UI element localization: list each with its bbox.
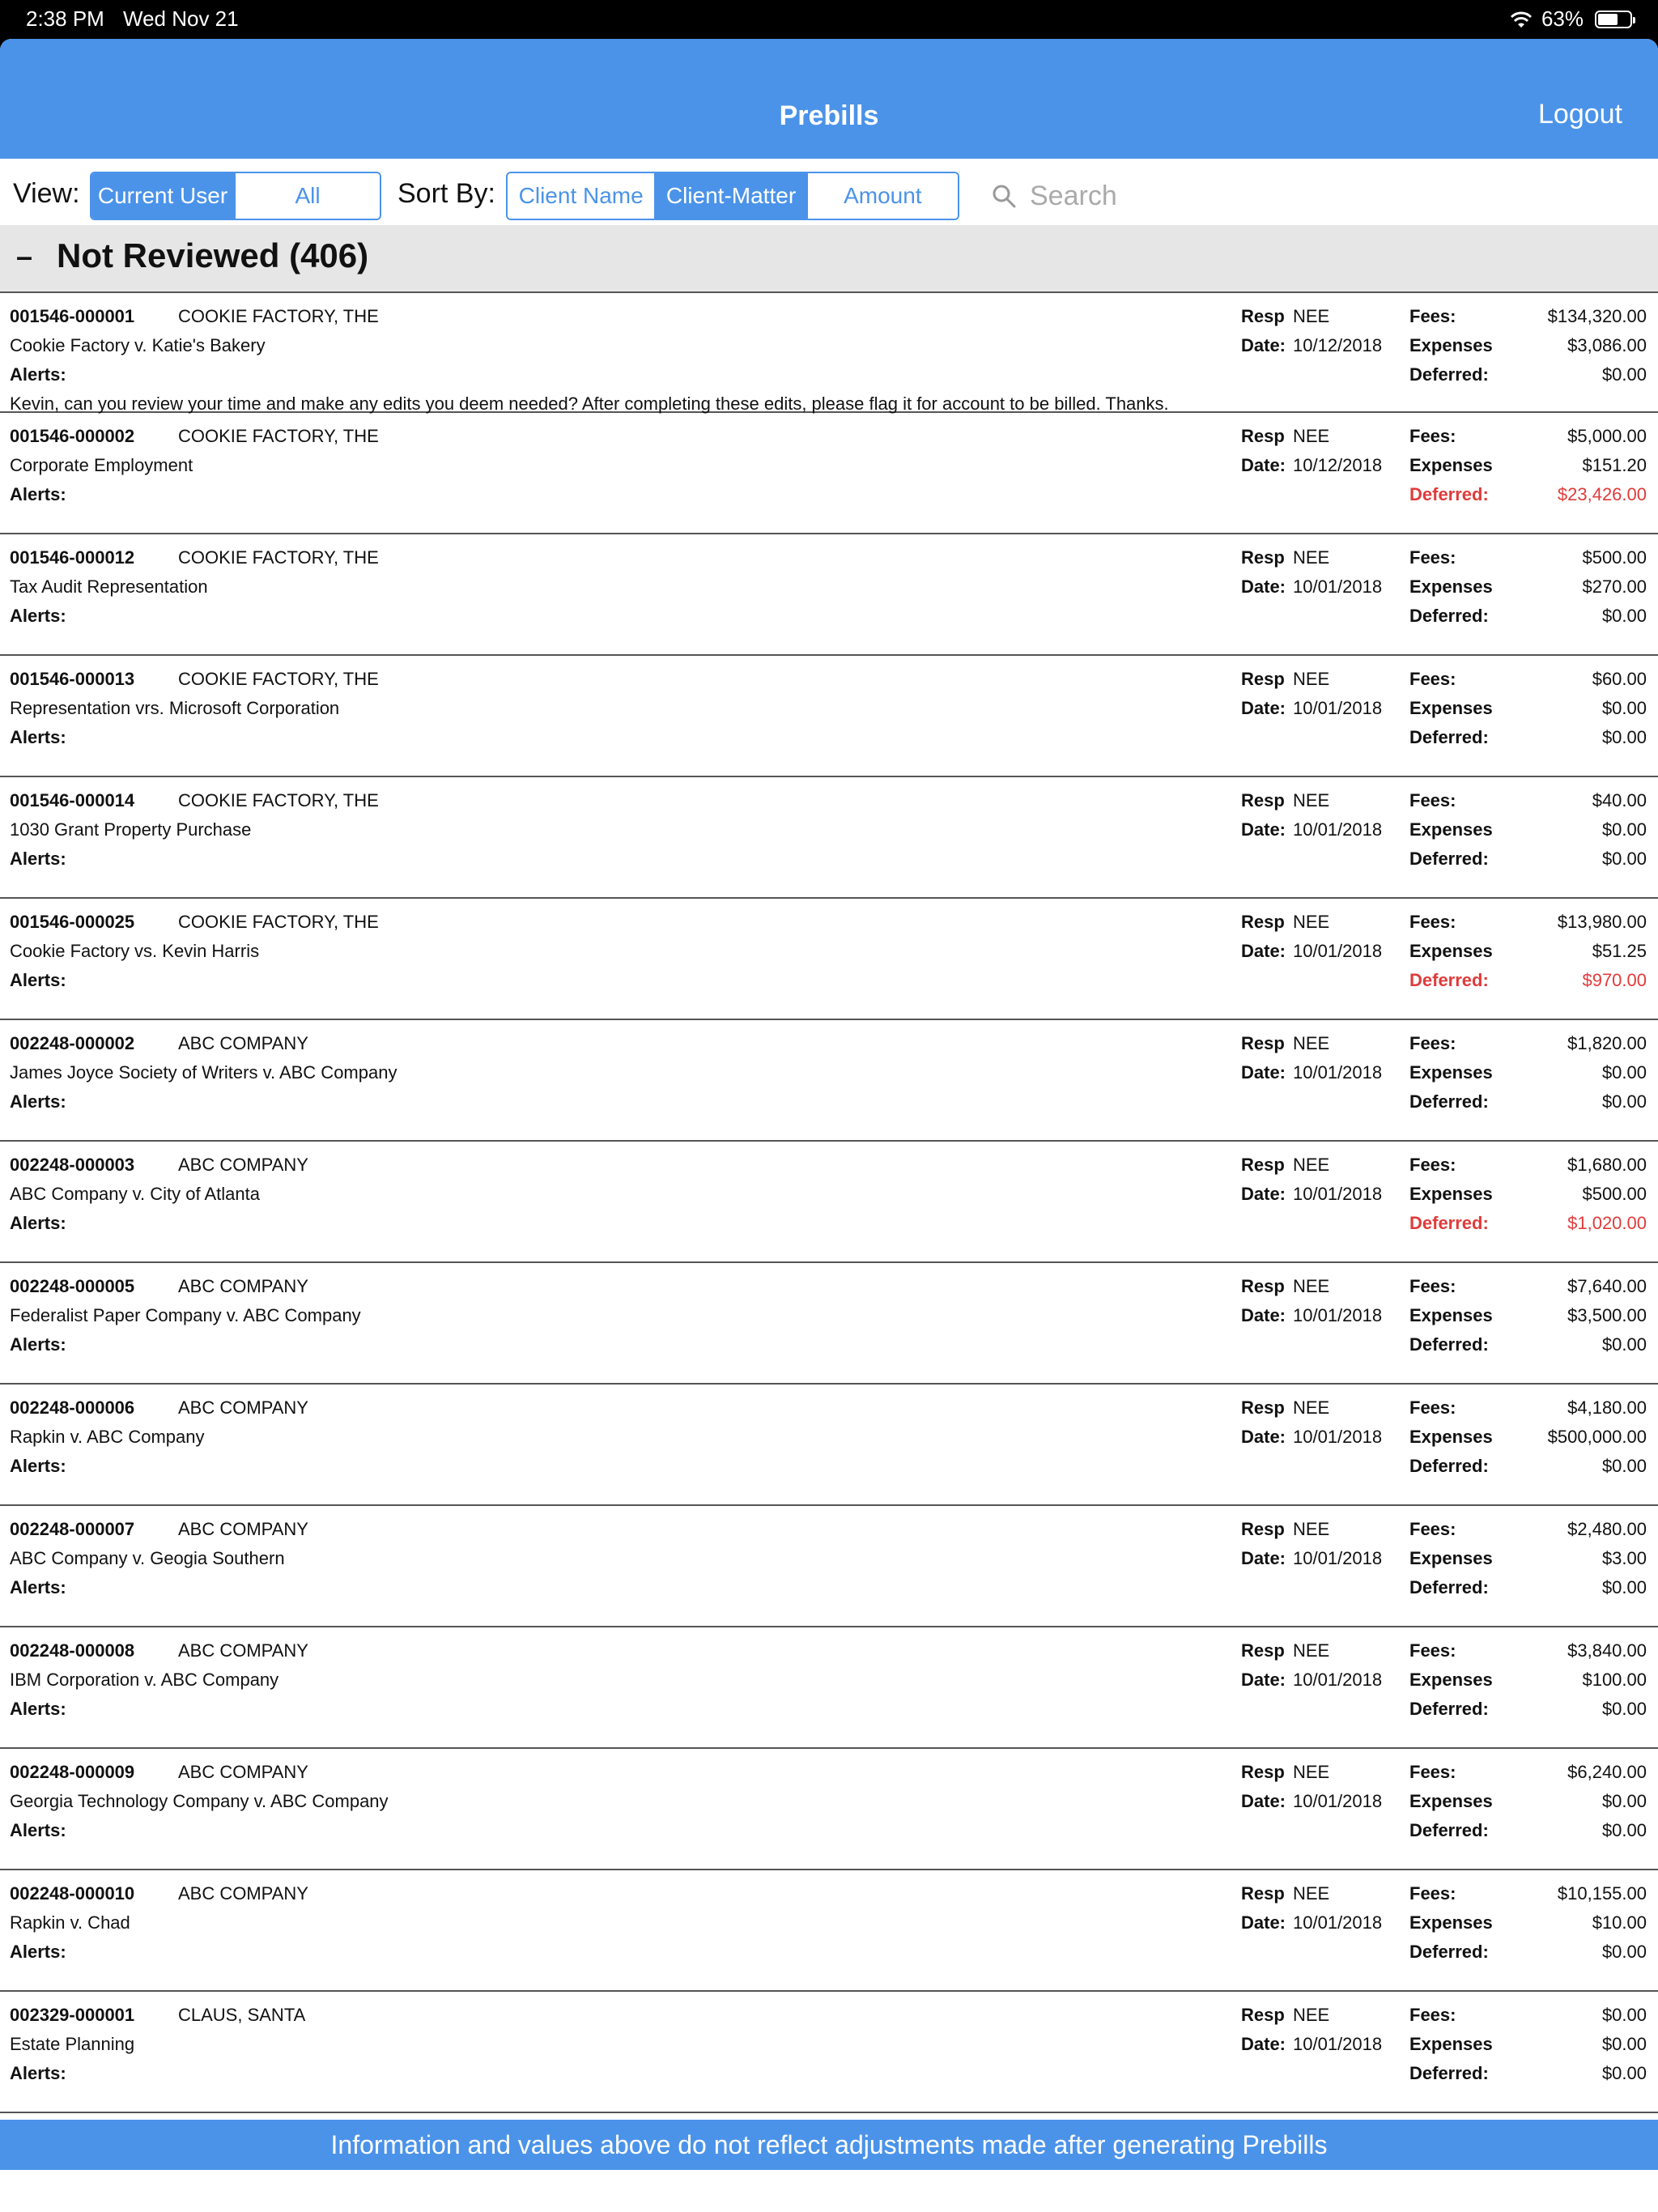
app-window xyxy=(0,39,1658,2212)
deferred-label: Deferred: xyxy=(1409,1334,1489,1355)
date-label: Date: xyxy=(1241,2034,1286,2054)
status-date: Wed Nov 21 xyxy=(123,6,239,31)
matter-number: 002248-000010 xyxy=(10,1883,135,1904)
expenses-value: $0.00 xyxy=(1601,698,1647,718)
search-input[interactable] xyxy=(1030,181,1596,212)
collapse-toggle[interactable]: – xyxy=(16,240,33,273)
date-label: Date: xyxy=(1241,1548,1286,1568)
search-icon xyxy=(991,183,1017,209)
prebill-row[interactable] xyxy=(0,291,1658,413)
deferred-value: $0.00 xyxy=(1601,1577,1647,1597)
date-value: 10/01/2018 xyxy=(1293,698,1383,718)
expenses-value: $3,500.00 xyxy=(1567,1305,1647,1325)
fees-value: $5,000.00 xyxy=(1567,426,1647,446)
resp-value: NEE xyxy=(1293,1397,1330,1418)
prebill-row[interactable] xyxy=(0,656,1658,777)
prebill-row[interactable] xyxy=(0,1870,1658,1992)
nav-bar xyxy=(0,39,1658,159)
resp-value: NEE xyxy=(1293,1519,1330,1539)
date-label: Date: xyxy=(1241,1184,1286,1204)
matter-number: 002248-000006 xyxy=(10,1397,135,1418)
resp-label: Resp xyxy=(1241,912,1285,932)
prebill-row[interactable] xyxy=(0,1020,1658,1142)
prebill-row[interactable] xyxy=(0,1992,1658,2113)
matter-description: Representation vrs. Microsoft Corporation xyxy=(10,698,340,718)
deferred-label: Deferred: xyxy=(1409,970,1489,990)
matter-description: 1030 Grant Property Purchase xyxy=(10,819,252,840)
deferred-value: $0.00 xyxy=(1601,1942,1647,1962)
expenses-label: Expenses xyxy=(1409,2034,1493,2054)
alerts-label: Alerts: xyxy=(10,484,66,504)
fees-label: Fees: xyxy=(1409,1883,1456,1904)
matter-number: 001546-000012 xyxy=(10,547,135,568)
resp-label: Resp xyxy=(1241,1640,1285,1661)
fees-label: Fees: xyxy=(1409,426,1456,446)
expenses-label: Expenses xyxy=(1409,1670,1493,1690)
resp-value: NEE xyxy=(1293,1762,1330,1782)
alerts-label: Alerts: xyxy=(10,1820,66,1840)
view-option-current-user[interactable]: Current User xyxy=(91,173,236,219)
fees-value: $1,680.00 xyxy=(1567,1155,1647,1175)
section-title xyxy=(57,236,368,275)
alerts-label: Alerts: xyxy=(10,727,66,747)
status-bar xyxy=(0,0,1658,39)
deferred-label: Deferred: xyxy=(1409,849,1489,869)
deferred-value: $0.00 xyxy=(1601,364,1647,385)
home-indicator xyxy=(574,2190,1084,2198)
client-name: COOKIE FACTORY, THE xyxy=(178,912,379,932)
resp-label: Resp xyxy=(1241,1519,1285,1539)
deferred-label: Deferred: xyxy=(1409,484,1489,504)
fees-value: $134,320.00 xyxy=(1547,306,1647,326)
date-label: Date: xyxy=(1241,1791,1286,1811)
expenses-label: Expenses xyxy=(1409,1548,1493,1568)
deferred-value: $0.00 xyxy=(1601,1091,1647,1112)
sort-segmented-control xyxy=(506,172,959,220)
expenses-value: $10.00 xyxy=(1592,1912,1647,1933)
expenses-value: $3.00 xyxy=(1601,1548,1647,1568)
deferred-value: $0.00 xyxy=(1601,1699,1647,1719)
date-label: Date: xyxy=(1241,941,1286,961)
expenses-value: $270.00 xyxy=(1582,576,1647,597)
alerts-label: Alerts: xyxy=(10,1091,66,1112)
view-option-all[interactable]: All xyxy=(236,173,380,219)
date-value: 10/01/2018 xyxy=(1293,1062,1383,1083)
matter-number: 002329-000001 xyxy=(10,2005,135,2025)
deferred-value: $0.00 xyxy=(1601,2063,1647,2083)
expenses-value: $0.00 xyxy=(1601,1062,1647,1083)
filter-toolbar xyxy=(0,159,1658,225)
fees-value: $2,480.00 xyxy=(1567,1519,1647,1539)
date-label: Date: xyxy=(1241,1062,1286,1083)
expenses-label: Expenses xyxy=(1409,1912,1493,1933)
expenses-label: Expenses xyxy=(1409,455,1493,475)
deferred-label: Deferred: xyxy=(1409,1456,1489,1476)
client-name: ABC COMPANY xyxy=(178,1883,308,1904)
resp-label: Resp xyxy=(1241,2005,1285,2025)
deferred-value: $0.00 xyxy=(1601,1820,1647,1840)
alerts-label: Alerts: xyxy=(10,1577,66,1597)
prebill-list xyxy=(0,291,1658,2113)
resp-label: Resp xyxy=(1241,1276,1285,1296)
client-name: ABC COMPANY xyxy=(178,1155,308,1175)
deferred-label: Deferred: xyxy=(1409,2063,1489,2083)
alerts-label: Alerts: xyxy=(10,364,66,385)
matter-description: Tax Audit Representation xyxy=(10,576,208,597)
client-name: COOKIE FACTORY, THE xyxy=(178,306,379,326)
fees-label: Fees: xyxy=(1409,2005,1456,2025)
fees-label: Fees: xyxy=(1409,306,1456,326)
expenses-value: $500,000.00 xyxy=(1547,1427,1647,1447)
fees-label: Fees: xyxy=(1409,1155,1456,1175)
prebill-row[interactable] xyxy=(0,1142,1658,1263)
fees-label: Fees: xyxy=(1409,912,1456,932)
date-value: 10/01/2018 xyxy=(1293,1427,1383,1447)
matter-number: 001546-000025 xyxy=(10,912,135,932)
prebill-row[interactable] xyxy=(0,777,1658,899)
resp-label: Resp xyxy=(1241,1762,1285,1782)
alerts-label: Alerts: xyxy=(10,849,66,869)
deferred-label: Deferred: xyxy=(1409,1091,1489,1112)
deferred-value: $23,426.00 xyxy=(1557,484,1647,504)
resp-label: Resp xyxy=(1241,1155,1285,1175)
expenses-value: $51.25 xyxy=(1592,941,1647,961)
date-value: 10/01/2018 xyxy=(1293,1305,1383,1325)
resp-label: Resp xyxy=(1241,1033,1285,1053)
date-value: 10/01/2018 xyxy=(1293,1548,1383,1568)
deferred-value: $0.00 xyxy=(1601,727,1647,747)
matter-description: Rapkin v. ABC Company xyxy=(10,1427,205,1447)
client-name: ABC COMPANY xyxy=(178,1033,308,1053)
date-label: Date: xyxy=(1241,455,1286,475)
prebill-row[interactable] xyxy=(0,1385,1658,1506)
client-name: ABC COMPANY xyxy=(178,1762,308,1782)
prebill-row[interactable] xyxy=(0,1749,1658,1870)
sort-option-client-name[interactable]: Client Name xyxy=(508,173,656,219)
date-label: Date: xyxy=(1241,1305,1286,1325)
resp-value: NEE xyxy=(1293,426,1330,446)
fees-value: $7,640.00 xyxy=(1567,1276,1647,1296)
fees-label: Fees: xyxy=(1409,1762,1456,1782)
alerts-label: Alerts: xyxy=(10,1699,66,1719)
date-value: 10/01/2018 xyxy=(1293,1670,1383,1690)
resp-value: NEE xyxy=(1293,2005,1330,2025)
date-value: 10/12/2018 xyxy=(1293,455,1383,475)
fees-label: Fees: xyxy=(1409,790,1456,810)
deferred-label: Deferred: xyxy=(1409,727,1489,747)
page-title: Prebills xyxy=(779,100,879,131)
resp-label: Resp xyxy=(1241,306,1285,326)
client-name: ABC COMPANY xyxy=(178,1519,308,1539)
alerts-label: Alerts: xyxy=(10,970,66,990)
resp-value: NEE xyxy=(1293,547,1330,568)
prebill-row[interactable] xyxy=(0,1627,1658,1749)
section-header-not-reviewed xyxy=(0,225,1658,291)
fees-value: $0.00 xyxy=(1601,2005,1647,2025)
resp-value: NEE xyxy=(1293,1155,1330,1175)
date-value: 10/01/2018 xyxy=(1293,2034,1383,2054)
expenses-label: Expenses xyxy=(1409,1062,1493,1083)
prebill-row[interactable] xyxy=(0,534,1658,656)
fees-value: $6,240.00 xyxy=(1567,1762,1647,1782)
expenses-label: Expenses xyxy=(1409,1427,1493,1447)
sort-option-amount[interactable]: Amount xyxy=(808,173,958,219)
resp-value: NEE xyxy=(1293,1033,1330,1053)
expenses-value: $0.00 xyxy=(1601,819,1647,840)
alerts-label: Alerts: xyxy=(10,1456,66,1476)
matter-number: 002248-000008 xyxy=(10,1640,135,1661)
fees-label: Fees: xyxy=(1409,669,1456,689)
view-label: View: xyxy=(13,178,80,209)
resp-value: NEE xyxy=(1293,1276,1330,1296)
alerts-label: Alerts: xyxy=(10,1213,66,1233)
alerts-label: Alerts: xyxy=(10,1334,66,1355)
matter-number: 001546-000001 xyxy=(10,306,135,326)
fees-label: Fees: xyxy=(1409,1640,1456,1661)
deferred-label: Deferred: xyxy=(1409,1820,1489,1840)
search-bar xyxy=(991,172,1639,220)
date-label: Date: xyxy=(1241,819,1286,840)
view-segmented-control xyxy=(90,172,381,220)
date-value: 10/01/2018 xyxy=(1293,1184,1383,1204)
alerts-label: Alerts: xyxy=(10,606,66,626)
deferred-value: $0.00 xyxy=(1601,606,1647,626)
matter-description: Federalist Paper Company v. ABC Company xyxy=(10,1305,361,1325)
expenses-label: Expenses xyxy=(1409,1791,1493,1811)
fees-value: $1,820.00 xyxy=(1567,1033,1647,1053)
matter-description: Cookie Factory vs. Kevin Harris xyxy=(10,941,260,961)
prebill-row[interactable] xyxy=(0,1506,1658,1627)
battery-percent: 63% xyxy=(1541,6,1584,31)
deferred-value: $970.00 xyxy=(1582,970,1647,990)
matter-description: Georgia Technology Company v. ABC Company xyxy=(10,1791,389,1811)
matter-number: 002248-000002 xyxy=(10,1033,135,1053)
client-name: COOKIE FACTORY, THE xyxy=(178,669,379,689)
deferred-value: $0.00 xyxy=(1601,1334,1647,1355)
matter-number: 001546-000013 xyxy=(10,669,135,689)
deferred-label: Deferred: xyxy=(1409,606,1489,626)
expenses-value: $0.00 xyxy=(1601,2034,1647,2054)
review-note: Kevin, can you review your time and make any edits you deem needed? After completing these edits, please flag it for account to be billed. Thanks. xyxy=(10,393,1169,414)
battery-icon xyxy=(1595,11,1632,28)
client-name: COOKIE FACTORY, THE xyxy=(178,547,379,568)
matter-number: 002248-000009 xyxy=(10,1762,135,1782)
expenses-value: $500.00 xyxy=(1582,1184,1647,1204)
fees-label: Fees: xyxy=(1409,547,1456,568)
date-value: 10/12/2018 xyxy=(1293,335,1383,355)
deferred-value: $1,020.00 xyxy=(1567,1213,1647,1233)
fees-value: $40.00 xyxy=(1592,790,1647,810)
matter-description: IBM Corporation v. ABC Company xyxy=(10,1670,279,1690)
prebill-row[interactable] xyxy=(0,899,1658,1020)
matter-description: Estate Planning xyxy=(10,2034,135,2054)
section-count: (406) xyxy=(289,236,369,274)
client-name: ABC COMPANY xyxy=(178,1397,308,1418)
date-label: Date: xyxy=(1241,1912,1286,1933)
alerts-label: Alerts: xyxy=(10,1942,66,1962)
client-name: COOKIE FACTORY, THE xyxy=(178,790,379,810)
fees-value: $10,155.00 xyxy=(1557,1883,1647,1904)
sort-option-client-matter[interactable]: Client-Matter xyxy=(656,173,807,219)
resp-value: NEE xyxy=(1293,1883,1330,1904)
section-title-text: Not Reviewed xyxy=(57,236,280,274)
expenses-value: $3,086.00 xyxy=(1567,335,1647,355)
matter-number: 001546-000014 xyxy=(10,790,135,810)
deferred-label: Deferred: xyxy=(1409,1577,1489,1597)
deferred-label: Deferred: xyxy=(1409,1213,1489,1233)
expenses-label: Expenses xyxy=(1409,335,1493,355)
deferred-value: $0.00 xyxy=(1601,1456,1647,1476)
matter-number: 001546-000002 xyxy=(10,426,135,446)
status-time: 2:38 PM xyxy=(26,6,104,31)
fees-value: $3,840.00 xyxy=(1567,1640,1647,1661)
matter-description: Rapkin v. Chad xyxy=(10,1912,130,1933)
fees-label: Fees: xyxy=(1409,1276,1456,1296)
date-label: Date: xyxy=(1241,335,1286,355)
logout-button[interactable]: Logout xyxy=(1538,99,1622,130)
deferred-label: Deferred: xyxy=(1409,364,1489,385)
prebill-row[interactable] xyxy=(0,413,1658,534)
fees-value: $4,180.00 xyxy=(1567,1397,1647,1418)
expenses-label: Expenses xyxy=(1409,1184,1493,1204)
matter-description: ABC Company v. Geogia Southern xyxy=(10,1548,285,1568)
resp-label: Resp xyxy=(1241,669,1285,689)
date-value: 10/01/2018 xyxy=(1293,941,1383,961)
date-value: 10/01/2018 xyxy=(1293,1912,1383,1933)
client-name: CLAUS, SANTA xyxy=(178,2005,306,2025)
matter-number: 002248-000005 xyxy=(10,1276,135,1296)
matter-number: 002248-000007 xyxy=(10,1519,135,1539)
matter-description: ABC Company v. City of Atlanta xyxy=(10,1184,260,1204)
fees-value: $60.00 xyxy=(1592,669,1647,689)
date-label: Date: xyxy=(1241,576,1286,597)
footer-banner: Information and values above do not reflect adjustments made after generating Prebills xyxy=(0,2120,1658,2170)
prebill-row[interactable] xyxy=(0,1263,1658,1385)
date-value: 10/01/2018 xyxy=(1293,819,1383,840)
expenses-label: Expenses xyxy=(1409,1305,1493,1325)
battery-fill xyxy=(1598,14,1618,25)
expenses-label: Expenses xyxy=(1409,576,1493,597)
resp-value: NEE xyxy=(1293,912,1330,932)
deferred-value: $0.00 xyxy=(1601,849,1647,869)
expenses-label: Expenses xyxy=(1409,698,1493,718)
expenses-value: $151.20 xyxy=(1582,455,1647,475)
client-name: ABC COMPANY xyxy=(178,1640,308,1661)
deferred-label: Deferred: xyxy=(1409,1699,1489,1719)
resp-value: NEE xyxy=(1293,790,1330,810)
client-name: ABC COMPANY xyxy=(178,1276,308,1296)
client-name: COOKIE FACTORY, THE xyxy=(178,426,379,446)
date-label: Date: xyxy=(1241,698,1286,718)
date-value: 10/01/2018 xyxy=(1293,1791,1383,1811)
resp-value: NEE xyxy=(1293,306,1330,326)
resp-value: NEE xyxy=(1293,669,1330,689)
resp-value: NEE xyxy=(1293,1640,1330,1661)
expenses-label: Expenses xyxy=(1409,819,1493,840)
date-value: 10/01/2018 xyxy=(1293,576,1383,597)
matter-number: 002248-000003 xyxy=(10,1155,135,1175)
fees-label: Fees: xyxy=(1409,1397,1456,1418)
resp-label: Resp xyxy=(1241,1397,1285,1418)
deferred-label: Deferred: xyxy=(1409,1942,1489,1962)
fees-value: $500.00 xyxy=(1582,547,1647,568)
matter-description: Cookie Factory v. Katie's Bakery xyxy=(10,335,266,355)
fees-label: Fees: xyxy=(1409,1519,1456,1539)
fees-value: $13,980.00 xyxy=(1557,912,1647,932)
wifi-icon xyxy=(1509,10,1533,29)
date-label: Date: xyxy=(1241,1427,1286,1447)
sort-label: Sort By: xyxy=(397,178,495,209)
fees-label: Fees: xyxy=(1409,1033,1456,1053)
status-right xyxy=(1509,6,1632,32)
alerts-label: Alerts: xyxy=(10,2063,66,2083)
resp-label: Resp xyxy=(1241,426,1285,446)
resp-label: Resp xyxy=(1241,547,1285,568)
resp-label: Resp xyxy=(1241,1883,1285,1904)
resp-label: Resp xyxy=(1241,790,1285,810)
expenses-label: Expenses xyxy=(1409,941,1493,961)
expenses-value: $100.00 xyxy=(1582,1670,1647,1690)
date-label: Date: xyxy=(1241,1670,1286,1690)
matter-description: James Joyce Society of Writers v. ABC Company xyxy=(10,1062,397,1083)
expenses-value: $0.00 xyxy=(1601,1791,1647,1811)
matter-description: Corporate Employment xyxy=(10,455,193,475)
